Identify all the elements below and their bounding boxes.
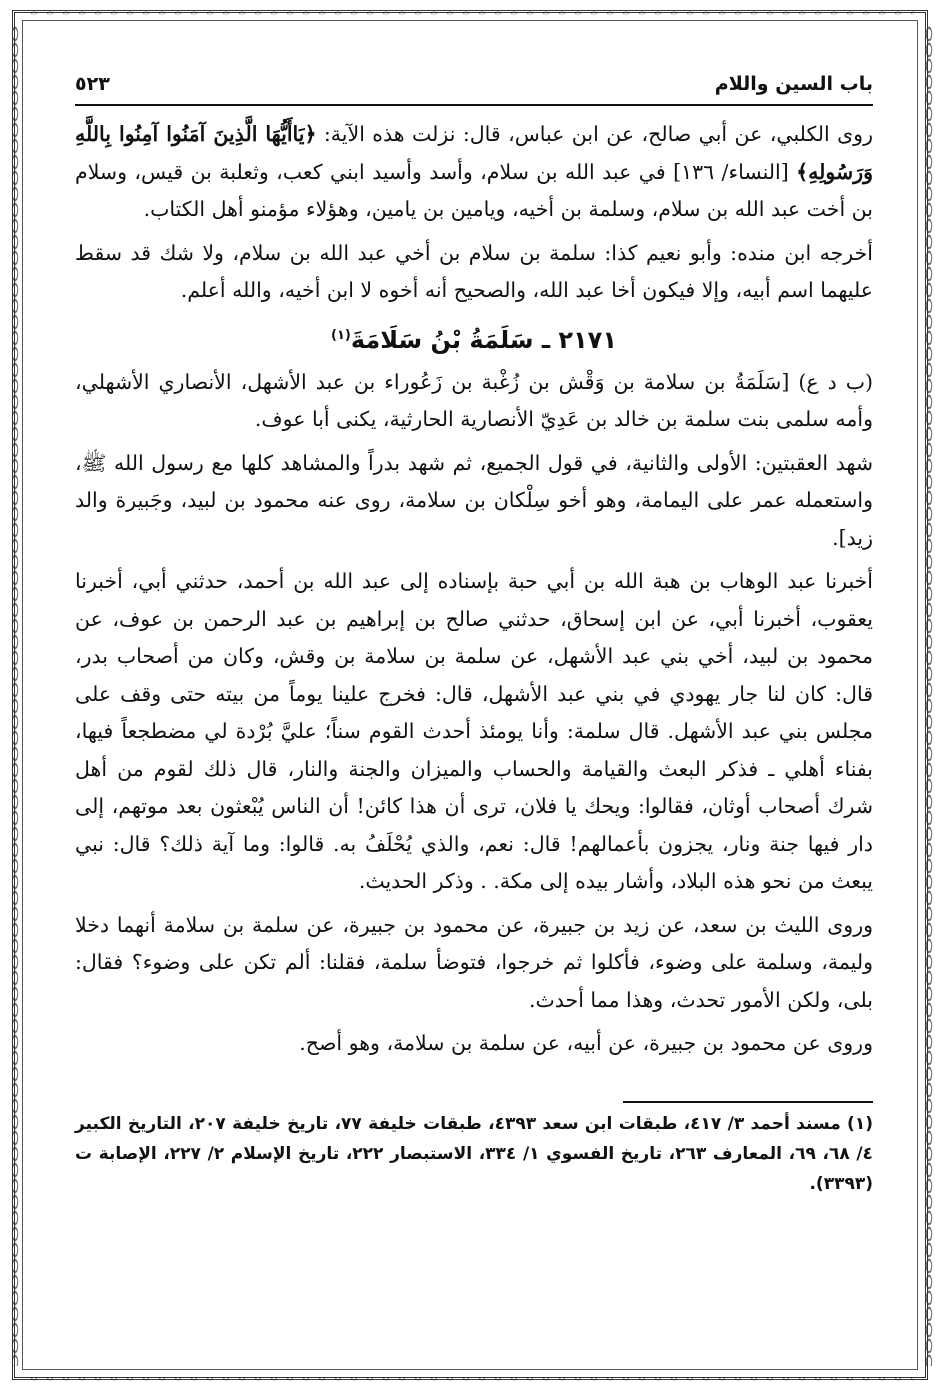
paragraph-1-intro: روى الكلبي، عن أبي صالح، عن ابن عباس، قال: نزلت هذه الآية:	[316, 122, 873, 146]
paragraph-1	[75, 116, 873, 229]
footnote-ref: (١)	[331, 327, 351, 343]
page-content	[75, 70, 873, 1310]
entry-title-text: ٢١٧١ ـ سَلَمَةُ بْنُ سَلَامَةَ	[350, 325, 617, 354]
paragraph-5: أخبرنا عبد الوهاب بن هبة الله بن أبي حبة بإسناده إلى عبد الله بن أحمد، حدثني أبي، أخبرنا يعقوب، أخبرنا أبي، عن ابن إسحاق، حدثني صالح بن إبراهيم بن عبد الرحمن بن عوف، عن محمود بن لبيد، أخي بني عبد الأشهل، عن سلمة بن سلامة بن وقش، وكان من أصحاب بدر، قال: كان لنا جار يهودي في بني عبد الأشهل، قال: فخرج علينا يوماً من بيته حتى وقف على مجلس بني عبد الأشهل. قال سلمة: وأنا يومئذ أحدث القوم سناً؛ عليَّ بُرْدة لي مضطجعاً فيها، بفناء أهلي ـ فذكر البعث والقيامة والحساب والميزان والجنة والنار، قال ذلك لقوم من أهل شرك أصحاب أوثان، فقالوا: ويحك يا فلان، ترى أن هذا كائن! أن الناس يُبْعثون بعد موتهم، إلى دار فيها جنة ونار، يجزون بأعمالهم! قال: نعم، والذي يُحْلَفُ به. قالوا: وما آية ذلك؟ قال: نبي يبعث من نحو هذه البلاد، وأشار بيده إلى مكة. . وذكر الحديث.	[75, 569, 873, 893]
quran-verse: ﴿يَاأَيُّهَا الَّذِينَ آمَنُوا آمِنُوا بِاللَّهِ وَرَسُولِهِ﴾	[75, 122, 873, 184]
chain-border-top	[26, 8, 914, 18]
chain-border-bottom	[26, 1374, 914, 1384]
entry-title	[75, 314, 873, 362]
paragraph-1-rest: [النساء/ ١٣٦] في عبد الله بن سلام، وأسد وأسيد ابني كعب، وثعلبة بن قيس، وسلام بن أخت عبد الله بن سلام، وسلمة بن أخيه، ويامين بن يامين، وهؤلاء مؤمنو أهل الكتاب.	[75, 159, 873, 221]
paragraph-4: شهد العقبتين: الأولى والثانية، في قول الجميع، ثم شهد بدراً والمشاهد كلها مع رسول الله ﷺ، واستعمله عمر على اليمامة، وهو أخو سِلْكان بن سلامة، روى عنه محمود بن لبيد، وجَبيرة والد زيد].	[75, 450, 873, 550]
paragraph-7: وروى عن محمود بن جبيرة، عن أبيه، عن سلمة بن سلامة، وهو أصح.	[299, 1031, 873, 1055]
chain-border-left	[10, 26, 20, 1366]
paragraph-3: (ب د ع) [سَلَمَةُ بن سلامة بن وَقْش بن زُغْبة بن زَعُوراء بن عبد الأشهل، الأنصاري الأشهلي، وأمه سلمى بنت سلمة بن خالد بن عَدِيّ الأنصارية الحارثية، يكنى أبا عوف.	[75, 369, 873, 431]
paragraph-2: أخرجه ابن منده: وأبو نعيم كذا: سلمة بن سلام بن أخي عبد الله بن سلام، ولا شك قد سقط عليهما اسم أبيه، وإلا فيكون أخا عبد الله، والصحيح أنه أخوه لا ابن أخيه، والله أعلم.	[75, 240, 873, 302]
footnote-divider	[623, 1101, 873, 1103]
running-title: باب السين واللام	[714, 73, 873, 95]
chain-border-right	[924, 26, 934, 1366]
page-header	[75, 70, 873, 106]
paragraph-6: وروى الليث بن سعد، عن زيد بن جبيرة، عن محمود بن جبيرة، عن سلمة بن سلامة أنهما دخلا وليمة، وسلمة على وضوء، فأكلوا ثم خرجوا، فتوضأ سلمة، فقلنا: ألم تكن على وضوء؟ فقال: بلى، ولكن الأمور تحدث، وهذا مما أحدث.	[75, 912, 873, 1012]
page-number: ٥٢٣	[75, 73, 110, 95]
footnote: (١) مسند أحمد ٣/ ٤١٧، طبقات ابن سعد ٤٣٩٣، طبقات خليفة ٧٧، تاريخ خليفة ٢٠٧، التاريخ الكبير ٤/ ٦٨، ٦٩، المعارف ٢٦٣، تاريخ الفسوي ١/ ٣٣٤، الاستبصار ٢٢٢، تاريخ الإسلام ٢/ ٢٢٧، الإصابة ت (٣٣٩٣).	[75, 1113, 873, 1194]
